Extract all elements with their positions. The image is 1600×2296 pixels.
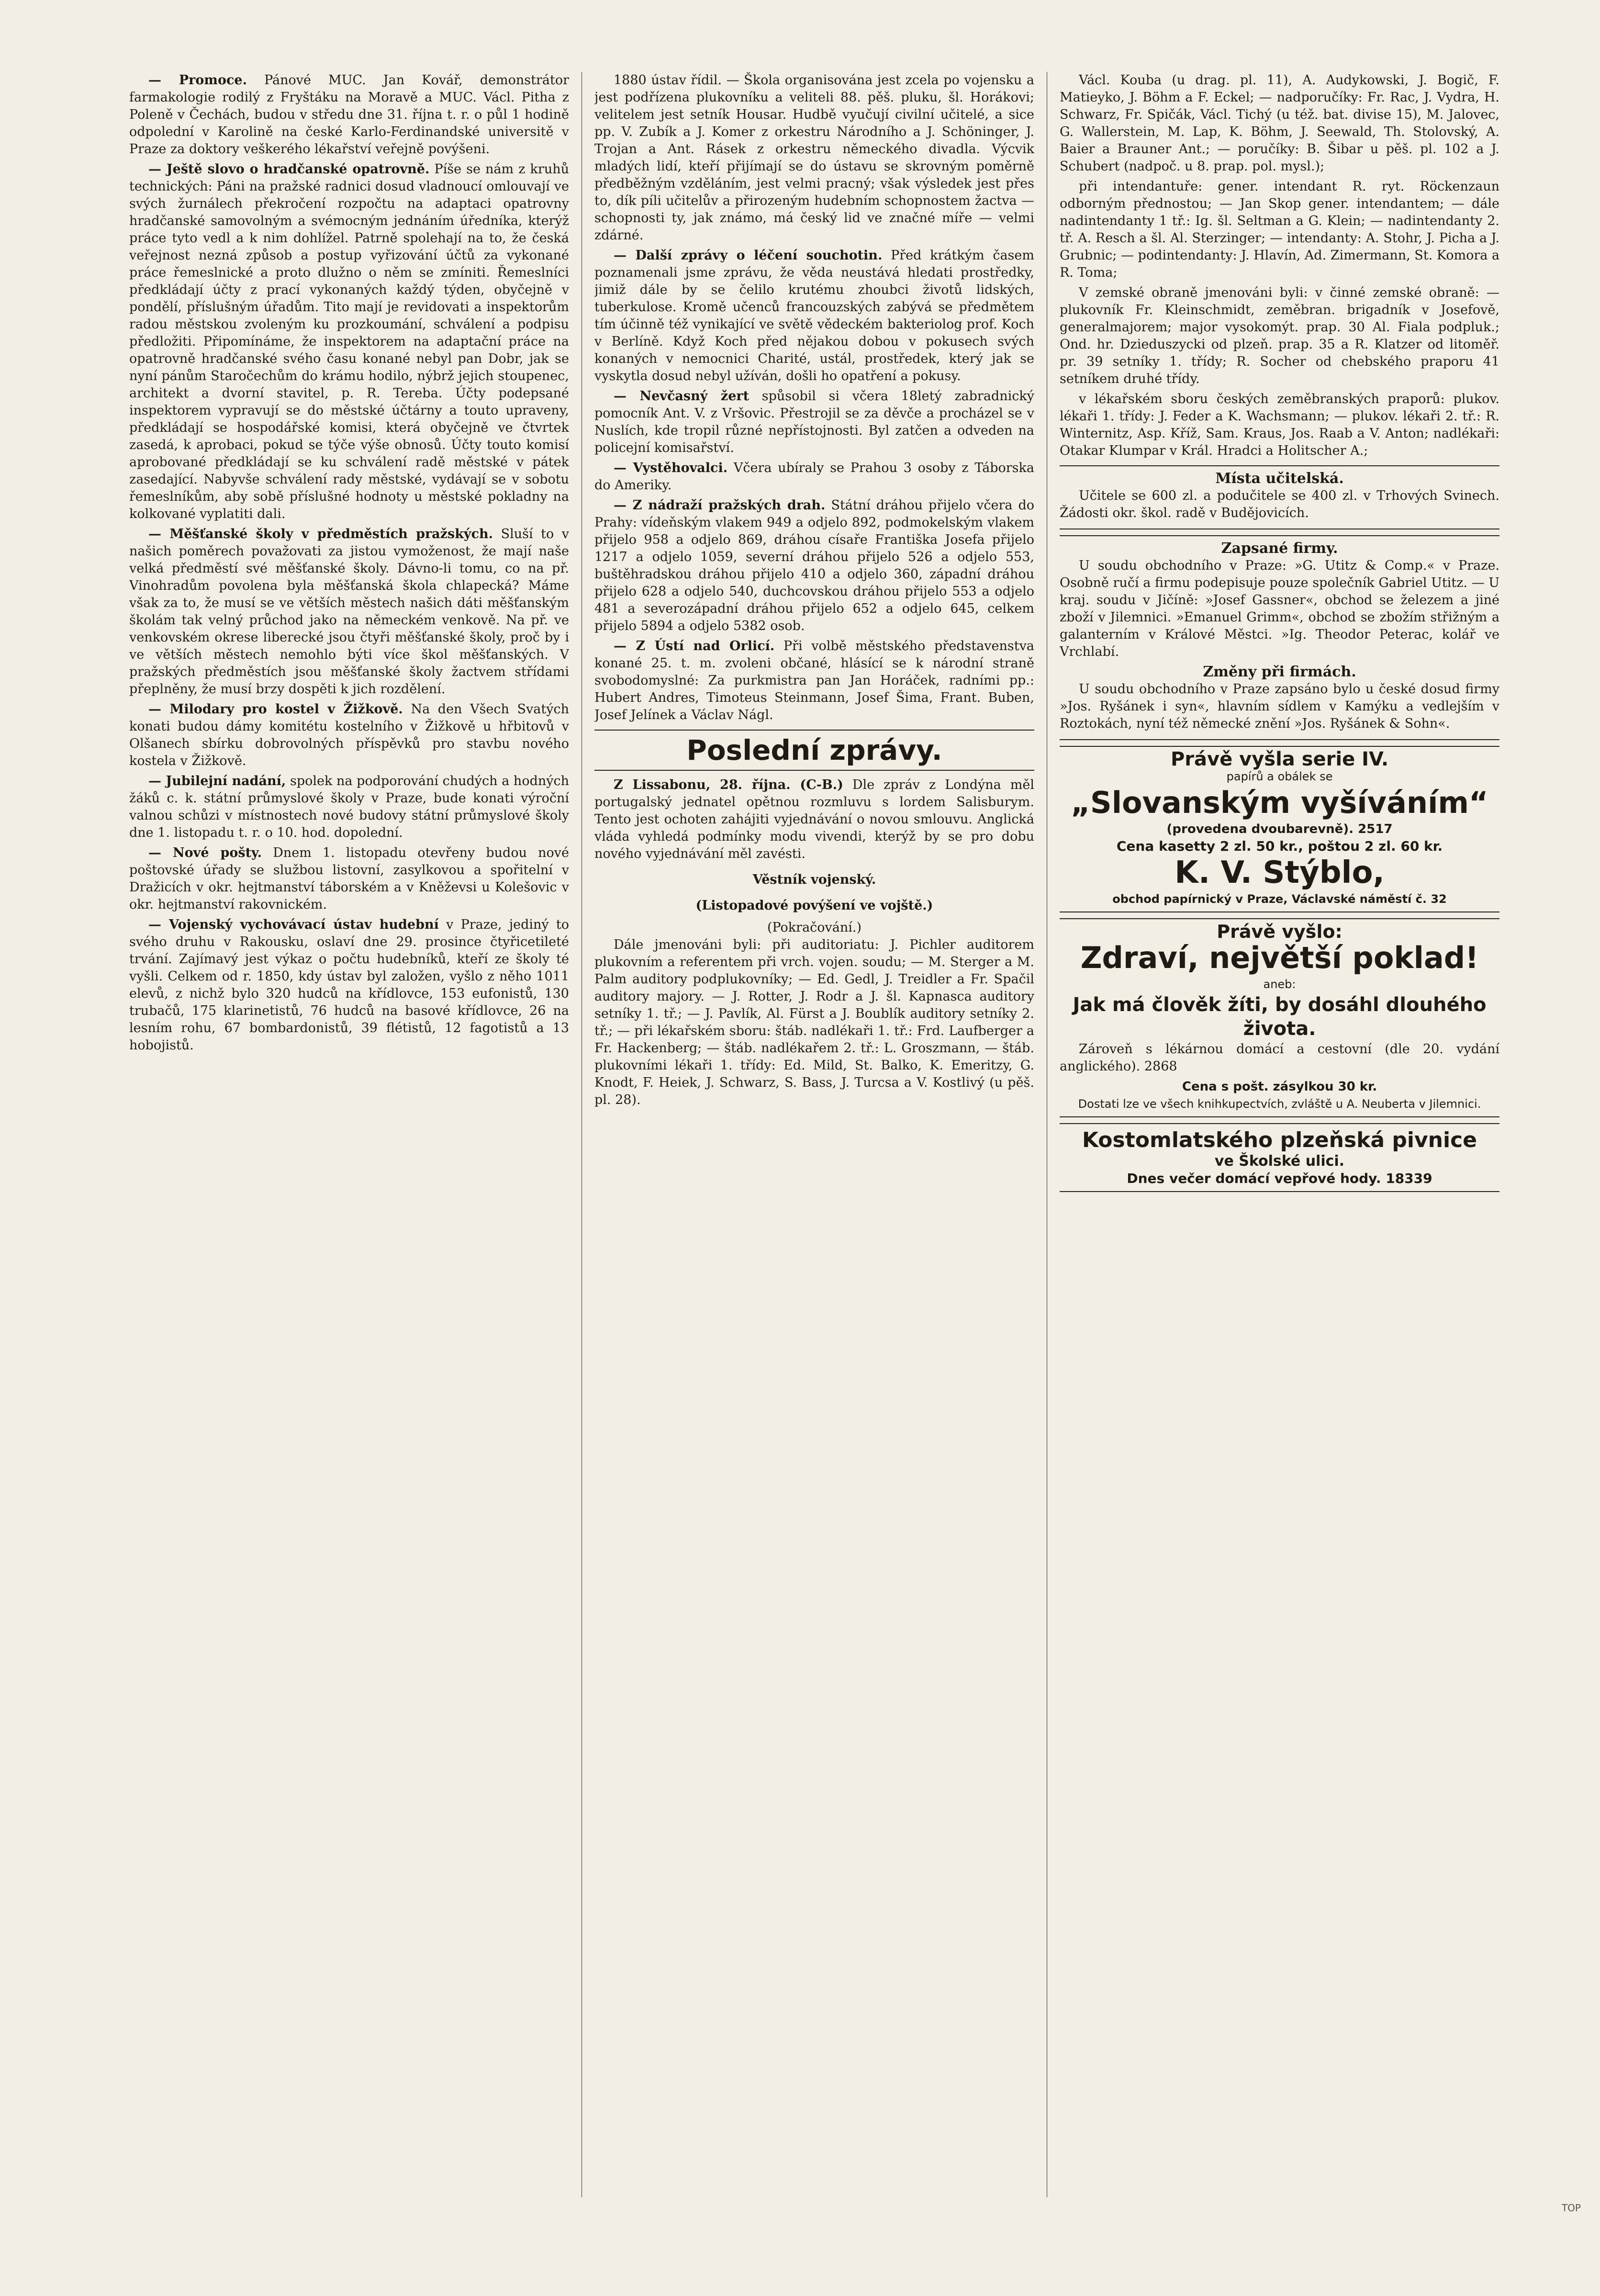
ad1-price: Cena kasetty 2 zl. 50 kr., poštou 2 zl. 60 kr. [1116,838,1443,854]
article-lead: — Další zprávy o léčení souchotin. [614,248,883,263]
military-cont: (Pokračování.) [767,920,862,935]
article-lead: — Ještě slovo o hradčanské opatrovně. [148,162,430,177]
article [594,72,1034,244]
news-header: Poslední zprávy. [686,734,942,766]
article-text: V zemské obraně jmenováni byli: v činné zemské obraně: — plukovník Fr. Kleinschmidt, zeměbran. brigadník v Josefově, generalmajorem; major vysokomýt. prap. 30 Al. Fiala podpluk.; Ond. hr. Dzieduszycki od plzeň. prap. 35 a R. Klatzer od litoměř. pr. 39 setníky 1. třídy; R. Socher od chebského praporu 41 setníkem druhé třídy. [1060,285,1499,386]
firms-header: Zapsané firmy. [1221,540,1338,557]
article [129,526,569,698]
article-lead: — Vystěhovalci. [614,461,728,475]
teacher-text: Učitele se 600 zl. a podučitele se 400 zl. v Trhových Svinech. Žádosti okr. škol. radě v Budějovicích. [1060,488,1499,520]
article [1060,284,1499,388]
article [594,497,1034,635]
article [129,773,569,842]
ad2-seller: Dostati lze ve všech knihkupectvích, zvláště u A. Neuberta v Jilemnici. [1078,1097,1481,1111]
pub-ad [1060,1123,1499,1192]
article [129,916,569,1054]
article [1060,178,1499,281]
ad1-name: K. V. Stýblo, [1175,855,1385,890]
article-lead: — Nevčasný žert [614,389,750,404]
military-header: Věstník vojenský. [752,872,876,887]
article [129,701,569,770]
column-2 [594,72,1034,2197]
footer-mark: TOP [1561,2202,1581,2214]
changes-text: U soudu obchodního v Praze zapsáno bylo u české dosud firmy »Jos. Ryšánek i syn«, hlavním sídlem v Kamýku a vedlejším v Roztokách, nyní též německé znění »Jos. Ryšánek & Sohn«. [1060,682,1499,731]
ad3-text: Dnes večer domácí vepřové hody. 18339 [1127,1171,1432,1186]
column-1 [129,72,569,2197]
ad1-sub: papírů a obálek se [1226,770,1333,783]
article-text: spůsobil si včera 18letý zabradnický pomocník Ant. V. z Vršovic. Přestrojil se za děvče a procházel se v Nuslích, kde tropil různé nepřístojnosti. Byl zatčen a odveden na policejní komisařství. [594,389,1034,455]
article-text: Dnem 1. listopadu otevřeny budou nové poštovské úřady se službou listovní, zasylkovou a spořitelní v Dražicích v okr. hejtmanství táborském a v Kněževsi u Kolešovic v okr. hejtmanství rakovnickém. [129,845,569,912]
article-text: 1880 ústav řídil. — Škola organisována jest zcela po vojensku a jest podřízena plukovníku a veliteli 88. pěš. pluku, šl. Horákovi; velitelem jest setník Housar. Hudbě vyučují civilní učitelé, a sice pp. V. Zubík a J. Komer z orkestru Národního a J. Schöninger, J. Trojan a Ant. Rásek z orkestru německého divadla. Výcvik mladých lidí, kteří přijímají se do ústavu se skrovným poměrně předběžným vzděláním, jest velmi pracný; však výsledek jest přes to, dík píli učitelův a přirozeným hudebním schopnostem žactva — schopnosti ty, jak známo, má český lid ve značné míře — velmi zdárné. [594,73,1034,243]
article [594,247,1034,385]
firms-ad [1060,535,1499,740]
health-ad [1060,918,1499,1117]
ad1-top: Právě vyšla serie IV. [1170,748,1389,770]
teacher-header: Místa učitelská. [1215,470,1344,487]
article-text: Sluší to v našich poměrech považovati za jistou vymoženost, že mají naše velká předměstí své měšťanské školy. Dávno-li tomu, co na př. Vinohradům povolena byla měšťanská škola chlapecká? Máme však za to, že musí se ve větších městech našich dáti měšťanským školám tak velný průchod jako na německém venkově. Na př. ve venkovském okrese liberecké jsou čtyři měšťanské školy, proč by i ve větších městech nemohlo býti více škol měšťanských. V pražských předměstích jsou měšťanské školy žactvem střídami přeplněny, že musí brzy dospěti k jich rozdělení. [129,527,569,697]
article-lead: — Z nádraží pražských drah. [614,498,826,513]
article-text: Před krátkým časem poznamenali jsme zprávu, že věda neustává hledati prostředky, jimiž dále by se čelilo krutému zhoubci životů lidských, tuberkulose. Kromě učenců francouzských zabývá se předmětem tím účinně též vynikající ve světě vědeckém bakteriolog prof. Koch v Berlíně. Když Koch před nějakou dobou v pokusech svých konaných v nemocnici Charité, ustál, prostředek, který jak se vyskytla dosud nebyl užíván, došli ho opatření a pokusy. [594,248,1034,383]
ad1-title: „Slovanským vyšíváním“ [1071,785,1488,820]
article-text: Při volbě městského představenstva konané 25. t. m. zvoleni občané, hlásící se k národní straně svobodomyslné: Za purkmistra pan Jan Horáček, radními pp.: Hubert Andres, Timoteus Steinmann, Josef Šima, Frant. Buben, Josef Jelínek a Václav Nágl. [594,639,1034,722]
article-text: Státní dráhou přijelo včera do Prahy: vídeňským vlakem 949 a odjelo 892, podmokelským vlakem přijelo 958 a odjelo 869, dráhou císaře Františka Josefa přijelo 1217 a odjelo 1059, severní dráhou přijelo 526 a odjelo 553, buštěhradskou dráhou přijelo 410 a odjelo 360, západní dráhou přijelo 628 a odjelo 540, duchcovskou dráhou přijelo 553 a odjelo 481 a severozápadní dráhou přijelo 652 a odjelo 645, celkem přijelo 5894 a odjelo 5382 osob. [594,498,1034,633]
ad2-title: Zdraví, největší poklad! [1080,940,1479,975]
ad1-addr: obchod papírnický v Praze, Václavské náměstí č. 32 [1112,892,1447,906]
article-lead: — Z Ústí nad Orlicí. [614,639,775,653]
article-text: v lékařském sboru českých zeměbranských praporů: plukov. lékaři 1. třídy: J. Feder a K. Wachsmann; — plukov. lékaři 2. tř.: R. Winternitz, Asp. Kříž, Sam. Kraus, Jos. Raab a V. Anton; nadlékaři: Otakar Klumpar v Král. Hradci a Holitscher A.; [1060,392,1499,458]
ad2-price: Cena s pošt. zásylkou 30 kr. [1182,1080,1377,1094]
columns [129,72,1499,2197]
article-lead: — Měšťanské školy v předměstích pražských. [148,527,493,541]
article [594,638,1034,724]
article-text: Na den Všech Svatých konati budou dámy komitétu kostelního v Žižkově u hřbitovů v Olšanech sbírku dobrovolných příspěvků pro stavbu nového kostela v Žižkově. [129,702,569,768]
ad2-top: Právě vyšlo: [1217,921,1343,942]
changes-header: Změny při firmách. [1203,664,1356,680]
firms-text: U soudu obchodního v Praze: »G. Utitz & Comp.« v Praze. Osobně ručí a firmu podepisuje pouze společník Gabriel Utitz. — U kraj. soudu v Jičíně: »Josef Gassner«, obchod se železem a jiné zboží v Jilemnici. »Emanuel Grimm«, obchod se zbožím střižným a galanterním v Králové Městci. »Ig. Theodor Peterac, kolář ve Vrchlabí. [1060,558,1499,659]
article [1060,391,1499,460]
article [594,460,1034,494]
ad2-or: aneb: [1263,978,1296,991]
article-lead: — Promoce. [148,73,247,88]
ad1-note: (provedena dvoubarevně). 2517 [1166,822,1393,836]
ad2-text: Zároveň s lékárnou domácí a cestovní (dle 20. vydání anglického). 2868 [1060,1042,1499,1074]
military-text: Dále jmenováni byli: při auditoriatu: J. Pichler auditorem plukovním a referentem při vrch. vojen. soudu; — M. Sterger a M. Palm auditory podplukovníky; — Ed. Gedl, J. Treidler a Fr. Spačil auditory majory. — J. Rotter, J. Rodr a J. šl. Kapnasca auditory setníky 1. tř.; — J. Pavlík, Al. Fürst a J. Boublík auditory setníky 2. tř.; — při lékařském sboru: štáb. nadlékaři 1. tř.: Frd. Laufberger a Fr. Hackenberg; — štáb. nadlékařem 2. tř.: L. Groszmann, — štáb. plukovními lékaři 1. třídy: Ed. Mild, St. Balko, K. Emeritzy, G. Knodt, F. Heiek, J. Schwarz, S. Bass, J. Turcsa a V. Kostlivý (u pěš. pl. 28). [594,937,1034,1107]
article [594,388,1034,457]
column-3-articles [1060,72,1499,460]
article-text: Píše se nám z kruhů technických: Páni na pražské radnici dosud vladnoucí omlouvají ve svých žurnálech překročení rozpočtu na adaptaci opatrovny hradčanské samovolným a svémocným jednáním úředníka, kterýž práce tyto vedl a k nim dohlížel. Patrně spolehají na to, že česká veřejnost nezná způsob a postup vyřizování účtů za vykonané práce řemeslnické a proto dlužno o něm se zmíniti. Řemeslníci předkládají účty z prací vykonaných každý týden, obyčejně v pondělí, příslušným úřadům. Tito mají je revidovati a inspektorům radou městskou zvoleným ku prozkoumání, schválení a podpisu předložiti. Připomínáme, že inspektorem na adaptační práce na opatrovně hradčanské svého času konané nebyl pan Dobr, jak se nyní pánům Staročechům do krámu hodilo, nýbrž jejich stoupenec, architekt a dvorní stavitel, p. R. Tereba. Účty podepsané inspektorem vypravují se do městské účtárny a touto upraveny, předkládají se hospodářské komisi, která obyčejně ve čtvrtek zasedá, k aprobaci, pokud se týče výše obnosů. Účty touto komisí aprobované předkládají se ku schválení radě městské v pátek zasedající. Nabyvše schválení rady městské, vydávají se v sobotu řemeslníkům, aby sobě příslušné hodnoty u městské pokladny na kolkované vyplatiti dali. [129,162,569,521]
ad3-addr: ve Školské ulici. [1214,1153,1345,1170]
article [129,72,569,158]
column-2-articles [594,72,1034,724]
teacher-ad [1060,465,1499,529]
news-box [594,730,1034,771]
news-text: Dle zpráv z Londýna měl portugalský jednatel opětnou rozmluvu s lordem Salisburym. Tento jest ochoten zahájiti vyjednávání o novou smlouvu. Anglická vláda vyhledá podmínky modu vivendi, kterýž by se pro dobu nového vyjednávání měl zavésti. [594,777,1034,861]
news-lead: Z Lissabonu, 28. října. (C-B.) [614,777,843,792]
article-text: Včera ubíraly se Prahou 3 osoby z Táborska do Ameriky. [594,461,1034,493]
styblo-ad [1060,746,1499,912]
column-3 [1060,72,1499,2197]
article [129,161,569,523]
ad3-title: Kostomlatského plzeňská pivnice [1082,1128,1477,1152]
article-text: Václ. Kouba (u drag. pl. 11), A. Audykowski, J. Bogič, F. Matieyko, J. Böhm a F. Eckel; — nadporučíky: Fr. Rac, J. Vydra, H. Schwarz, Fr. Spičák, Václ. Tichý (u též. bat. divise 15), M. Jalovec, G. Wallerstein, M. Lap, K. Böhm, J. Seewald, Th. Stolovský, A. Baier a Brauner Ant.; — poručíky: B. Šibar u pěš. pl. 102 a J. Schubert (nadpoč. u 8. prap. pol. mysl.); [1060,73,1499,174]
article-text: v Praze, jediný to svého druhu v Rakousku, oslaví dne 29. prosince čtyřicetileté trvání. Zajímavý jest výkaz o počtu hudebníků, kteří ze školy té vyšli. Celkem od r. 1850, kdy ústav byl založen, vyšlo z něho 1011 elevů, z nichž bylo 320 hudců na křídlovce, 153 eufonistů, 130 trubačů, 175 klarinetistů, 76 hudců na basové křídlovce, 26 na lesním rohu, 67 bombardonistů, 39 flétistů, 12 fagotistů a 13 hobojistů. [129,917,569,1053]
military-sub: (Listopadové povýšení ve vojště.) [695,898,933,913]
article-lead: — Jubilejní nadání, [148,774,286,788]
article-lead: — Milodary pro kostel v Žižkově. [148,702,403,717]
ad2-sub: Jak má člověk žíti, by dosáhl dlouhého života. [1073,994,1487,1040]
article-lead: — Vojenský vychovávací ústav hudební [148,917,439,932]
article-text: při intendantuře: gener. intendant R. ryt. Röckenzaun odborným přednostou; — Jan Skop gener. intendantem; — dále nadintendanty 1 tř.: Ig. šl. Seltman a G. Klein; — nadintendanty 2. tř. A. Resch a šl. Al. Sterzinger; — intendanty: A. Stohr, J. Picha a J. Grubnic; — podintendanty: J. Hlavín, Ad. Zimermann, St. Komora a R. Toma; [1060,179,1499,280]
article-text: spolek na podporování chudých a hodných žáků c. k. státní průmyslové školy v Praze, bude konati výroční valnou schůzi v místnostech nové budovy státní průmyslové školy dne 1. listopadu t. r. o 10. hod. dopolední. [129,774,569,840]
article [129,844,569,913]
article-text: Pánové MUC. Jan Kovář, demonstrátor farmakologie rodilý z Fryštáku na Moravě a MUC. Václ. Pitha z Poleně v Čechách, budou v středu dne 31. října t. r. o půl 1 hodině odpolední v Karolině na české Karlo-Ferdinandské universitě v Praze za doktory veškerého lékařství veřejně povýšeni. [129,73,569,157]
article-lead: — Nové pošty. [148,845,262,860]
article [1060,72,1499,175]
